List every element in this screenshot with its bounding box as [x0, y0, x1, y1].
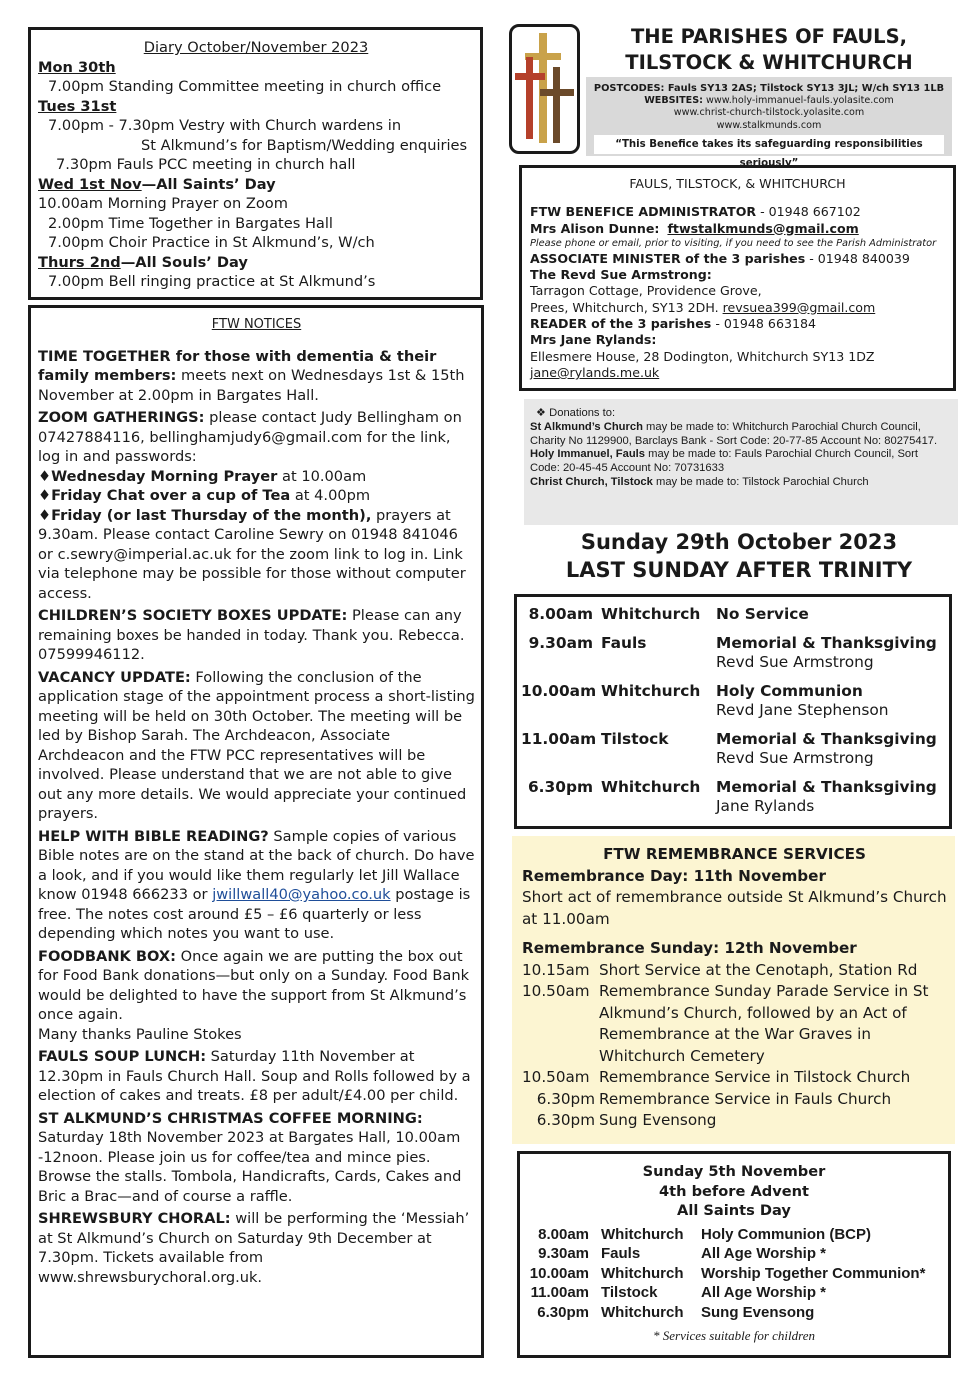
diary-entry: 7.30pm Fauls PCC meeting in church hall	[56, 156, 356, 173]
notice-bible-reading: HELP WITH BIBLE READING? Sample copies of various Bible notes are on the stand at the back of church. Do have a look, and if you would like them regularly let Jill Wallace know 01948 666233 or jwillwall40@yahoo.co.uk postage is free. The notes cost around £5 – £6 quarterly or less depending which notes you want to use.	[38, 827, 475, 942]
notice-coffee-morning: ST ALKMUND’S CHRISTMAS COFFEE MORNING: Saturday 18th November 2023 at Bargates Hall, 10.00am -12noon. Please join us for coffee/tea and mince pies. Browse the stalls. Tombola, Handicrafts, Cards, Cakes and Bric a Brac—and of course a raffle.	[38, 1109, 462, 1205]
parish-title: THE PARISHES OF FAULS, TILSTOCK & WHITCHURCH	[625, 25, 913, 74]
services-table	[514, 594, 952, 829]
remembrance-item: 10.15am Short Service at the Cenotaph, Station Rd	[522, 960, 918, 979]
nov5-service-row: 10.00am Whitchurch Worship Together Communion*	[529, 1264, 926, 1282]
contacts-box: FAULS, TILSTOCK, & WHITCHURCH FTW BENEFICE ADMINISTRATOR - 01948 667102 Mrs Alison Dunne: ftwstalkmunds@gmail.com Please phone or email, prior to visiting, if you need to see the Parish Administrator ASSOCIATE MINISTER of the 3 parishes - 01948 840039 The Revd Sue Armstrong: Tarragon Cottage, Providence Grove, Prees, Whitchurch, SY13 2DH. revsuea399@gmail.com READER of the 3 parishes - 01948 663184 Mrs Jane Rylands: Ellesmere House, 28 Dodington, Whitchurch SY13 1DZ jane@rylands.me.uk	[519, 165, 956, 391]
diary-entry: 7.00pm Standing Committee meeting in church office	[48, 78, 442, 95]
websites: WEBSITES: www.holy-immanuel-fauls.yolasite.com	[644, 95, 894, 107]
diary-entry: 10.00am Morning Prayer on Zoom	[38, 195, 288, 212]
diary-entry: 7.00pm Choir Practice in St Alkmund’s, W/ch	[48, 234, 375, 251]
sunday-heading: Sunday 29th October 2023 LAST SUNDAY AFTER TRINITY	[565, 530, 913, 582]
remembrance-title: FTW REMEMBRANCE SERVICES	[603, 845, 866, 863]
nov5-service-row: 9.30am Fauls All Age Worship *	[538, 1245, 827, 1262]
donations-panel: ❖ Donations to: St Alkmund’s Church may be made to: Whitchurch Parochial Church Council, Charity No 1129900, Barclays Bank - Sort Code: 20-77-85 Account No: 80275417. Holy Immanuel, Fauls may be made to: Fauls Parochial Church Council, Sort Code: 20-45-45 Account No: 70731633 Christ Church, Tilstock may be made to: Tilstock Parochial Church	[524, 399, 958, 525]
diary-day-wed: Wed 1st Nov	[38, 175, 142, 193]
remembrance-item: 10.50am Remembrance Sunday Parade Service in St Alkmund’s Church, followed by an Act of Remembrance at the War Graves in Whitchurch Cemetery	[522, 982, 929, 1065]
service-row: 6.30pm Whitchurch Memorial & Thanksgiving Jane Rylands	[527, 777, 937, 815]
nov5-service-row: 8.00am Whitchurch Holy Communion (BCP)	[538, 1225, 871, 1243]
remembrance-item: 6.30pm Sung Evensong	[536, 1111, 717, 1129]
notices-title: FTW NOTICES	[211, 317, 302, 332]
diary-day-wed-suffix: —All Saints’ Day	[141, 175, 276, 193]
safeguarding-statement: “This Benefice takes its safeguarding responsibilities seriously”	[594, 135, 944, 154]
website-link[interactable]: www.holy-immanuel-fauls.yolasite.com	[706, 95, 894, 107]
notice-soup-lunch: FAULS SOUP LUNCH: Saturday 11th November at 12.30pm in Fauls Church Hall. Soup and Rolls followed by a election of cakes and treats. £8 per adult/£4.00 per child.	[38, 1048, 471, 1104]
reader-email-link[interactable]: jane@rylands.me.uk	[530, 364, 660, 380]
nov5-service-row: 11.00am Tilstock All Age Worship *	[530, 1284, 827, 1301]
remembrance-panel: FTW REMEMBRANCE SERVICES Remembrance Day: 11th November Short act of remembrance outside St Alkmund’s Church at 11.00am Remembrance Sunday: 12th November 10.15am Short Service at the Cenotaph, Station Rd 10.50am Remembrance Sunday Parade Service in St Alkmund’s Church, followed by an Act of Remembrance at the War Graves in Whitchurch Cemetery 10.50am Remembrance Service in Tilstock Church 6.30pm Remembrance Service in Fauls Church 6.30pm Sung Evensong	[512, 836, 955, 1144]
notice-time-together: TIME TOGETHER for those with dementia & their family members: meets next on Wednesdays 1st & 15th November at 2.00pm in Bargates Hall.	[38, 347, 465, 404]
nov5-service-row: 6.30pm Whitchurch Sung Evensong	[537, 1303, 815, 1321]
service-row: 11.00am Tilstock Memorial & Thanksgiving Revd Sue Armstrong	[521, 729, 937, 767]
remembrance-item: 10.50am Remembrance Service in Tilstock Church	[522, 1068, 911, 1086]
notice-foodbank: FOODBANK BOX: Once again we are putting the box out for Food Bank donations—but only on a Sunday. Food Bank would be delighted to have the support from St Alkmund’s once again. Many thanks Pauline Stokes	[38, 947, 470, 1043]
contacts-title: FAULS, TILSTOCK, & WHITCHURCH	[629, 176, 846, 191]
cross-icon	[512, 27, 577, 151]
crosses-logo	[509, 24, 580, 154]
diary-box	[28, 27, 483, 300]
nov5-heading: Sunday 5th November 4th before Advent All Saints Day	[642, 1163, 826, 1219]
notice-vacancy: VACANCY UPDATE: Following the conclusion of the application stage of the appointment process a short-listing meeting will be held on 30th October. The meeting will be led by Bishop Sarah. The Archdeacon, Associate Archdeacon and the FTW PCC representatives will be involved. Please understand that we are not able to give out any more details. We would appreciate your continued prayers.	[38, 668, 475, 822]
postcodes: POSTCODES: Fauls SY13 2AS; Tilstock SY13 3JL; W/ch SY13 1LB	[593, 83, 945, 94]
website-link[interactable]: www.christ-church-tilstock.yolasite.com	[673, 107, 865, 119]
diary-day-tue: Tues 31st	[38, 97, 117, 115]
service-row: 9.30am Fauls Memorial & Thanksgiving Revd Sue Armstrong	[528, 633, 937, 671]
notice-childrens-society: CHILDREN’S SOCIETY BOXES UPDATE: Please can any remaining boxes be handed in today. Thank you. Rebecca. 07599946112.	[38, 607, 465, 663]
bible-email-link[interactable]: jwillwall40@yahoo.co.uk	[212, 886, 391, 903]
diary-entry: St Alkmund’s for Baptism/Wedding enquiries	[141, 136, 468, 154]
website-link[interactable]: www.stalkmunds.com	[716, 119, 822, 131]
nov5-footnote: * Services suitable for children	[653, 1328, 815, 1343]
assoc-email-link[interactable]: revsuea399@gmail.com	[722, 299, 876, 315]
diary-title: Diary October/November 2023	[143, 39, 369, 56]
diary-entry: 2.00pm Time Together in Bargates Hall	[48, 214, 333, 232]
diary-day-thu: Thurs 2nd	[38, 253, 121, 271]
diary-day-mon: Mon 30th	[38, 58, 116, 76]
notice-zoom: ZOOM GATHERINGS: please contact Judy Bellingham on 07427884116, bellinghamjudy6@gmail.com for the link, log in and passwords: ♦Wednesday Morning Prayer at 10.00am ♦Friday Chat over a cup of Tea at 4.00pm ♦Friday (or last Thursday of the month), prayers at 9.30am. Please contact Caroline Sewry on 01948 841046 or c.sewry@imperial.ac.uk for the zoom link to log in. Link via telephone may be possible for those without computer access.	[38, 409, 466, 602]
service-row: 10.00am Whitchurch Holy Communion Revd Jane Stephenson	[521, 681, 889, 719]
notices-box	[28, 305, 484, 1358]
diary-entry: 7.00pm Bell ringing practice at St Alkmund’s	[48, 273, 376, 290]
remembrance-item: 6.30pm Remembrance Service in Fauls Church	[536, 1089, 892, 1108]
admin-email-link[interactable]: ftwstalkmunds@gmail.com	[667, 220, 859, 236]
notice-shrewsbury-choral: SHREWSBURY CHORAL: will be performing the ‘Messiah’ at St Alkmund’s Church on Saturday 9th December at 7.30pm. Tickets available from www.shrewsburychoral.org.uk.	[38, 1210, 470, 1286]
diary-entry: 7.00pm - 7.30pm Vestry with Church wardens in	[48, 117, 402, 134]
nov5-box	[517, 1151, 951, 1358]
diary-day-thu-suffix: —All Souls’ Day	[120, 253, 248, 271]
service-row: 8.00am Whitchurch No Service	[528, 605, 809, 623]
